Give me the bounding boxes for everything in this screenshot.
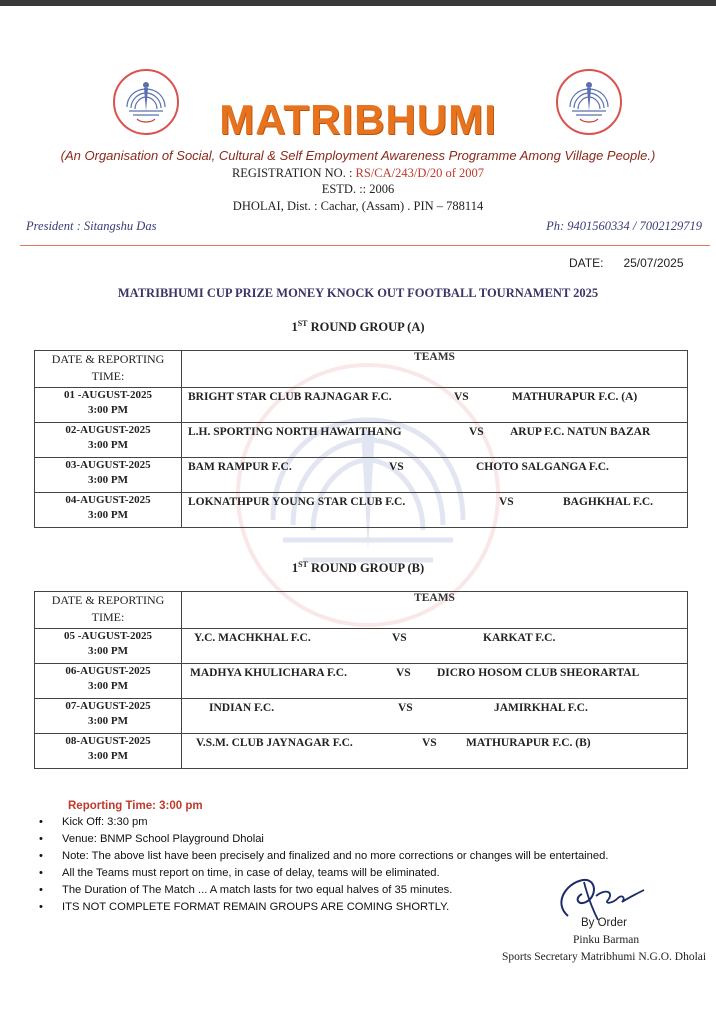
match-teams (182, 734, 688, 769)
match-date: 02-AUGUST-2025 (65, 424, 151, 436)
vs-label: VS (454, 391, 469, 403)
phone-numbers: Ph: 9401560334 / 7002129719 (546, 219, 702, 233)
vs-label: VS (392, 632, 407, 644)
org-name: MATRIBHUMI (219, 96, 497, 143)
group-b-table (34, 591, 688, 769)
vs-label: VS (396, 667, 411, 679)
away-team: MATHURAPUR F.C. (B) (466, 737, 591, 749)
org-tagline: (An Organisation of Social, Cultural & Self Employment Awareness Programme Among Village People.) (60, 148, 656, 163)
registration-number: RS/CA/243/D/20 of 2007 (355, 166, 485, 180)
match-teams (182, 699, 688, 734)
match-date: 04-AUGUST-2025 (65, 494, 151, 506)
group-b-title-sup: ST (298, 560, 308, 569)
match-datetime (35, 458, 182, 493)
match-datetime (35, 629, 182, 664)
list-item: • Venue: BNMP School Playground Dholai (36, 831, 608, 848)
match-teams (182, 423, 688, 458)
match-datetime (35, 388, 182, 423)
group-a-title-sup: ST (297, 319, 308, 328)
header-divider (20, 245, 710, 246)
away-team: KARKAT F.C. (483, 632, 556, 644)
match-date: 03-AUGUST-2025 (65, 459, 151, 471)
match-date: 07-AUGUST-2025 (65, 700, 151, 712)
document-date (569, 256, 684, 270)
away-team: ARUP F.C. NATUN BAZAR (510, 426, 651, 438)
match-time: 3:00 PM (87, 439, 128, 451)
list-item: • Note: The above list have been precisely and finalized and no more corrections or changes will be entertained. (36, 848, 608, 865)
group-b-title (0, 560, 716, 576)
match-datetime (35, 699, 182, 734)
top-dark-bar (0, 0, 716, 6)
home-team: BRIGHT STAR CLUB RAJNAGAR F.C. (188, 391, 392, 403)
away-team: CHOTO SALGANGA F.C. (476, 461, 609, 473)
teams-column-header: TEAMS (182, 592, 688, 629)
away-team: DICRO HOSOM CLUB SHEORARTAL (437, 667, 640, 679)
match-date: 05 -AUGUST-2025 (64, 630, 152, 642)
notes-list (36, 814, 608, 916)
group-a-title (0, 319, 716, 335)
match-teams (182, 458, 688, 493)
table-header-row (35, 351, 688, 388)
match-datetime (35, 493, 182, 528)
away-team: JAMIRKHAL F.C. (494, 702, 588, 714)
vs-label: VS (469, 426, 484, 438)
match-date: 01 -AUGUST-2025 (64, 389, 152, 401)
list-item: • The Duration of The Match ... A match lasts for two equal halves of 35 minutes. (36, 882, 608, 899)
match-time: 3:00 PM (87, 645, 128, 657)
home-team: BAM RAMPUR F.C. (188, 461, 292, 473)
vs-label: VS (398, 702, 413, 714)
group-a-title-rest: ROUND GROUP (A) (307, 320, 425, 335)
table-row (35, 493, 688, 528)
home-team: L.H. SPORTING NORTH HAWAITHANG (188, 426, 402, 438)
vs-label: VS (499, 496, 514, 508)
by-order-label: By Order (581, 917, 628, 929)
home-team: INDIAN F.C. (209, 702, 275, 714)
vs-label: VS (389, 461, 404, 473)
match-datetime (35, 664, 182, 699)
table-row (35, 423, 688, 458)
home-team: MADHYA KHULICHARA F.C. (190, 667, 347, 679)
established-line: ESTD. :: 2006 (321, 182, 395, 196)
match-datetime (35, 734, 182, 769)
registration-line (0, 166, 716, 181)
group-a-table (34, 350, 688, 528)
group-b-title-prefix: 1 (291, 561, 299, 576)
match-time: 3:00 PM (87, 509, 128, 521)
list-item: • All the Teams must report on time, in case of delay, teams will be eliminated. (36, 865, 608, 882)
table-row (35, 629, 688, 664)
date-label: DATE: (569, 256, 604, 270)
away-team: BAGHKHAL F.C. (563, 496, 653, 508)
registration-label: REGISTRATION NO. : (231, 166, 356, 180)
group-a-title-prefix: 1 (291, 320, 298, 335)
match-time: 3:00 PM (87, 750, 128, 762)
table-row (35, 699, 688, 734)
match-teams (182, 388, 688, 423)
match-teams (182, 664, 688, 699)
away-team: MATHURAPUR F.C. (A) (512, 391, 638, 403)
home-team: V.S.M. CLUB JAYNAGAR F.C. (196, 737, 353, 749)
date-column-header: DATE & REPORTING TIME: (35, 351, 182, 388)
match-teams (182, 629, 688, 664)
address-line: DHOLAI, Dist. : Cachar, (Assam) . PIN – 788114 (232, 199, 484, 213)
tournament-title: MATRIBHUMI CUP PRIZE MONEY KNOCK OUT FOOTBALL TOURNAMENT 2025 (117, 286, 599, 300)
president-name: President : Sitangshu Das (26, 219, 157, 233)
teams-column-header: TEAMS (182, 351, 688, 388)
date-value: 25/07/2025 (623, 256, 684, 270)
match-time: 3:00 PM (87, 474, 128, 486)
date-column-header: DATE & REPORTING TIME: (35, 592, 182, 629)
signer-name: Pinku Barman (573, 934, 640, 946)
table-header-row (35, 592, 688, 629)
table-row (35, 388, 688, 423)
signer-title: Sports Secretary Matribhumi N.G.O. Dholai (502, 951, 707, 963)
home-team: LOKNATHPUR YOUNG STAR CLUB F.C. (188, 496, 406, 508)
match-teams (182, 493, 688, 528)
match-time: 3:00 PM (87, 715, 128, 727)
home-team: Y.C. MACHKHAL F.C. (194, 632, 311, 644)
table-row (35, 734, 688, 769)
match-time: 3:00 PM (87, 680, 128, 692)
match-date: 08-AUGUST-2025 (65, 735, 151, 747)
table-row (35, 458, 688, 493)
notes-section (36, 800, 608, 916)
vs-label: VS (422, 737, 437, 749)
reporting-time: Reporting Time: 3:00 pm (68, 800, 203, 812)
list-item: • Kick Off: 3:30 pm (36, 814, 608, 831)
match-datetime (35, 423, 182, 458)
table-row (35, 664, 688, 699)
match-time: 3:00 PM (87, 404, 128, 416)
list-item: • ITS NOT COMPLETE FORMAT REMAIN GROUPS ARE COMING SHORTLY. (36, 899, 608, 916)
group-b-title-rest: ROUND GROUP (B) (307, 561, 425, 576)
match-date: 06-AUGUST-2025 (65, 665, 151, 677)
